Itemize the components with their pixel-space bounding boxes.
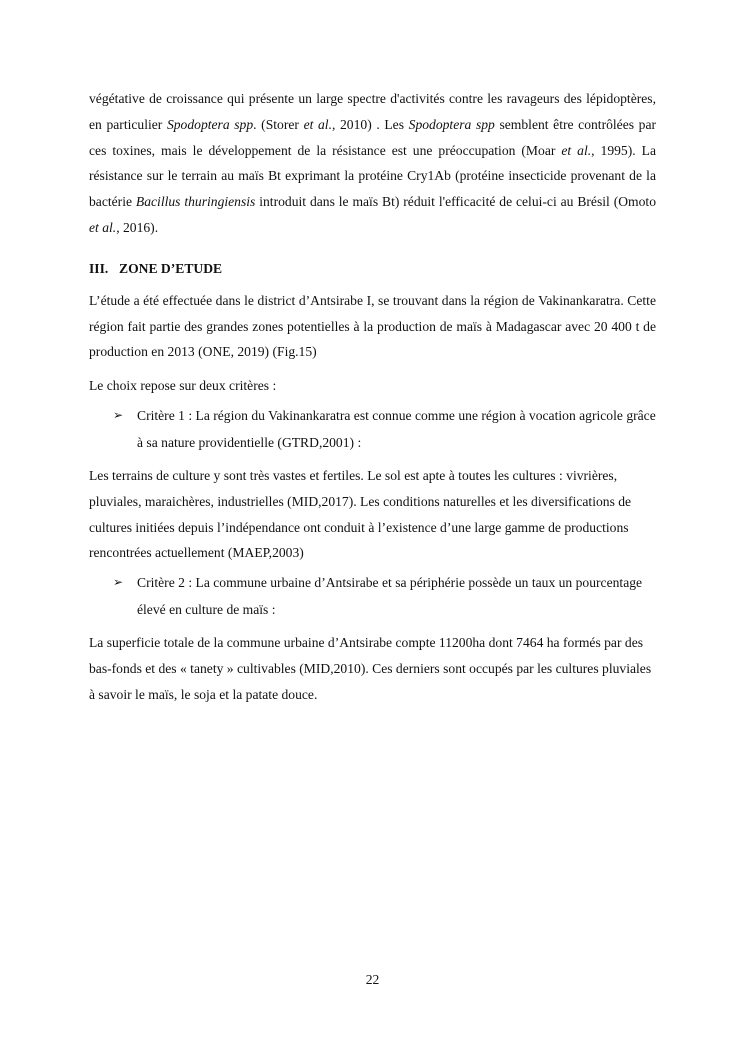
criterion-1-item — [89, 402, 656, 456]
document-body — [89, 86, 656, 708]
section-title: ZONE D’ETUDE — [119, 260, 223, 276]
paragraph-superficie: La superficie totale de la commune urbaine d’Antsirabe compte 11200ha dont 7464 ha formés par des bas-fonds et des « tanety » cultivables (MID,2010). Ces derniers sont occupés par les cultures pluviales à savoir le maïs, le soja et la patate douce. — [89, 635, 652, 702]
criterion-2-item — [89, 569, 656, 623]
paragraph-study-zone: L’étude a été effectuée dans le district d’Antsirabe I, se trouvant dans la région de Vakinankaratra. Cette région fait partie des grandes zones potentielles à la production de maïs à Madagascar avec 20 400 t de production en 2013 (ONE, 2019) (Fig.15) — [89, 292, 656, 360]
arrow-bullet-icon: ➢ — [113, 407, 124, 422]
text-run: introduit dans le maïs Bt) réduit l'efficacité de celui-ci au Brésil (Omoto — [255, 194, 656, 210]
section-heading — [89, 259, 656, 279]
text-run: , 2010) . Les — [331, 116, 409, 132]
species-name: Bacillus thuringiensis — [135, 194, 256, 210]
text-run: semblent être contrôlées par ces toxines, mais le développement de la résistance est une préoccupation (Moar — [89, 116, 657, 158]
paragraph-terrains: Les terrains de culture y sont très vastes et fertiles. Le sol est apte à toutes les cultures : vivrières, pluviales, maraichères, industrielles (MID,2017). Les conditions naturelles et les diversifications de cultures initiées depuis l’indépendance ont conduit à l’existence d’une large gamme de productions rencontrées actuellement (MAEP,2003) — [89, 467, 632, 561]
page-number: 22 — [365, 972, 380, 987]
citation-etal: et al. — [89, 219, 117, 235]
criterion-1-text: Critère 1 : La région du Vakinankaratra est connue comme une région à vocation agricole grâce à sa nature providentielle (GTRD,2001) : — [137, 407, 656, 450]
citation-etal: et al. — [561, 142, 592, 158]
species-name: Spodoptera spp — [166, 116, 254, 132]
text-run: , 1995). La résistance sur le terrain au maïs Bt exprimant la protéine Cry1Ab (protéine insecticide provenant de la bactérie — [89, 142, 656, 210]
citation-etal: et al. — [303, 116, 332, 132]
species-name: Spodoptera spp — [408, 116, 495, 132]
text-run: . (Storer — [253, 116, 304, 132]
text-run: végétative de croissance qui présente un large spectre d'activités contre les ravageurs des lépidoptères, en particulier — [89, 91, 656, 132]
criterion-2-text: Critère 2 : La commune urbaine d’Antsirabe et sa périphérie possède un taux un pourcentage élevé en culture de maïs : — [137, 575, 643, 618]
text-run: , 2016). — [116, 219, 159, 235]
paragraph-resistance — [89, 86, 656, 241]
section-number: III. — [89, 260, 109, 276]
arrow-bullet-icon: ➢ — [113, 575, 124, 590]
paragraph-criteria-intro: Le choix repose sur deux critères : — [89, 378, 277, 394]
